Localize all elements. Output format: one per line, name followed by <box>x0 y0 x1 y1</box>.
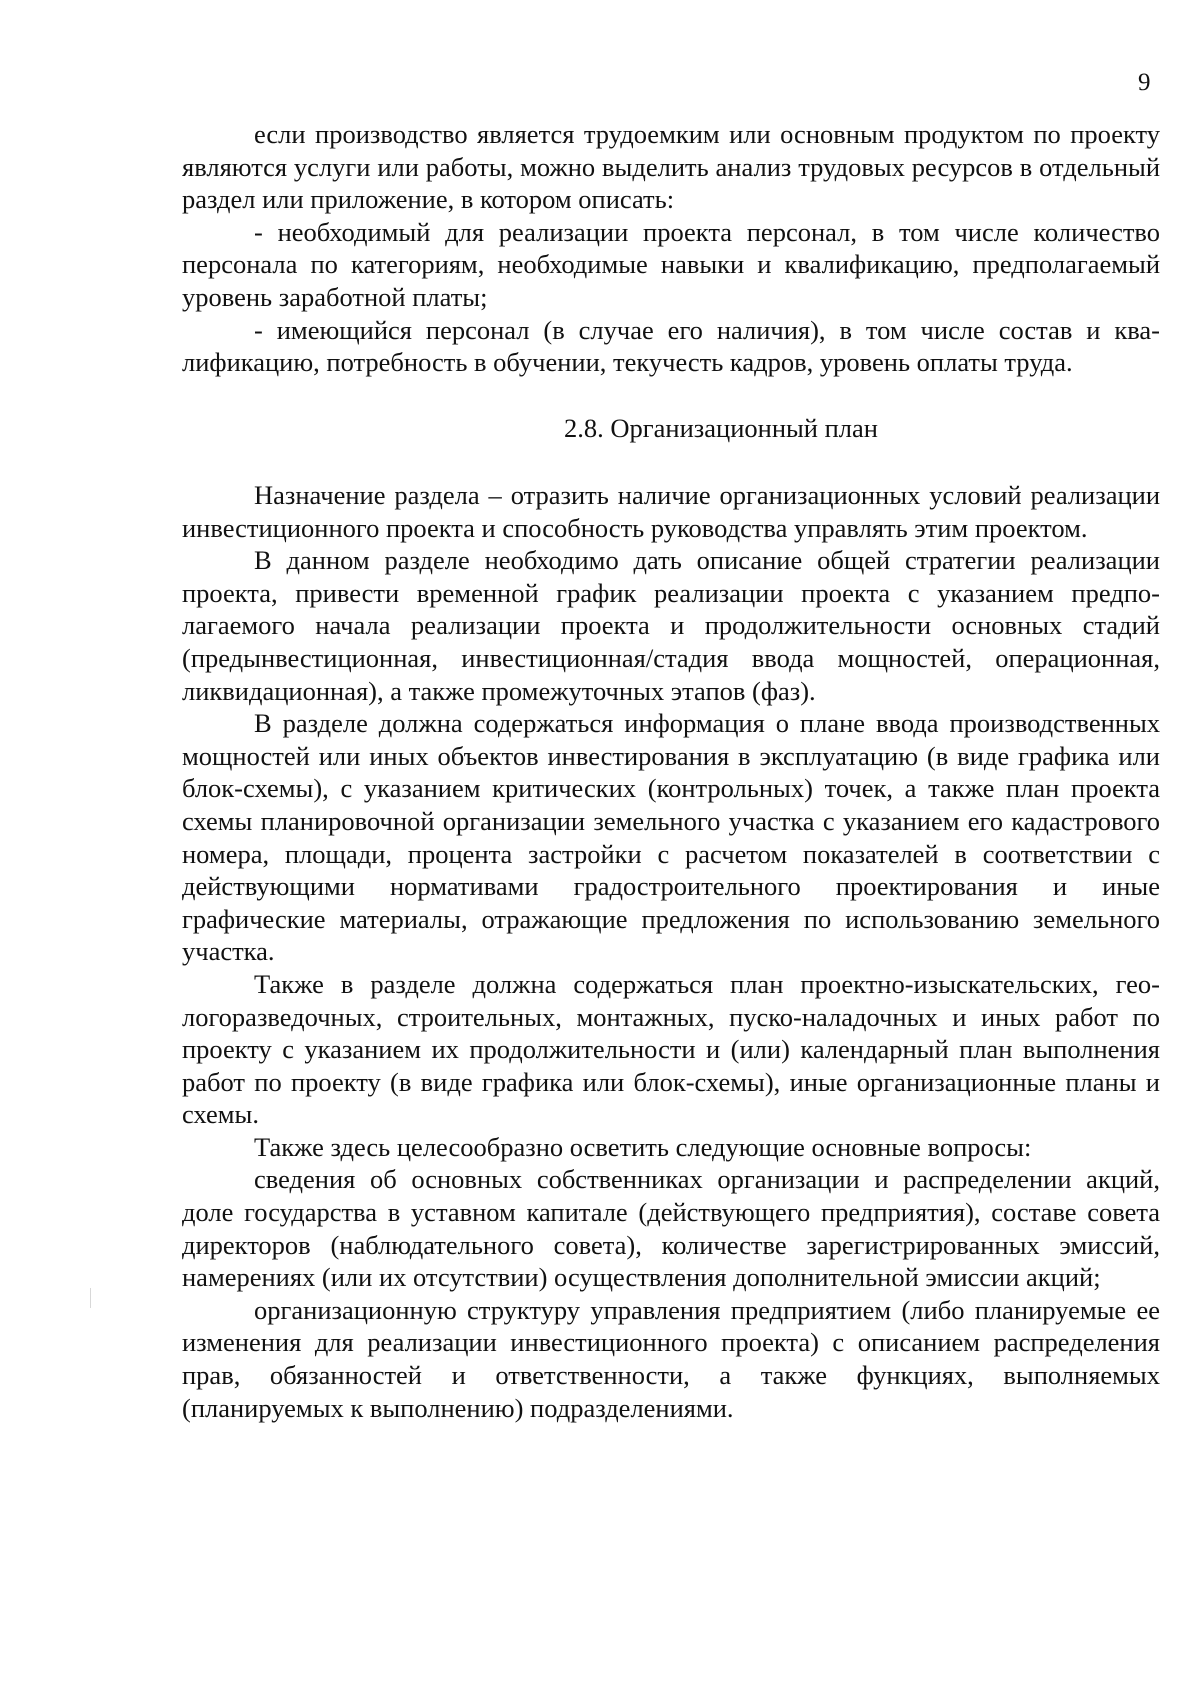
paragraph-org-structure: организационную структуру управления предприятием (либо планируемые ее изменения для реализации инвестиционного проекта) с описанием распределения прав, обязанностей и ответственности, а также функциях, выполняемых (планируемых к выполнению) подразделениями. <box>182 1294 1160 1423</box>
intro-text-block <box>182 118 1160 379</box>
paragraph-strategy: В данном разделе необходимо дать описание общей стратегии реализации проекта, привести временной график реализации проекта с указанием предполагаемого начала реализации проекта и продолжительности основных стадий (предынвестиционная, инвестиционная/стадия ввода мощностей, операционная, ликвидационная), а также промежуточных этапов (фаз). <box>182 545 1160 706</box>
paragraph-purpose: Назначение раздела – отразить наличие организационных условий реализации инвестиционного проекта и способность руководства управлять этим проектом. <box>182 480 1160 543</box>
list-item-existing-staff: - имеющийся персонал (в случае его наличия), в том числе состав и квалификацию, потребность в обучении, текучесть кадров, уровень оплаты труда. <box>182 314 1160 378</box>
paragraph-capacity-plan: В разделе должна содержаться информация о плане ввода производственных мощностей или иных объектов инвестирования в эксплуатацию (в виде графика или блок-схемы), с указанием критических (контрольных) точек, а также план проекта схемы планировочной организации земельного участка с указанием его кадастрового номера, площади, процента застройки с расчетом показателей в соответствии с действующими нормативами градостроительного проектирования и иные графические материалы, отражающие предложения по использованию земельного участка. <box>182 708 1160 967</box>
list-item-required-staff: - необходимый для реализации проекта персонал, в том числе количество персонала по категориям, необходимые навыки и квалификацию, предполагаемый уровень заработной платы; <box>182 216 1160 312</box>
paragraph-key-questions: Также здесь целесообразно осветить следующие основные вопросы: <box>254 1131 1032 1162</box>
section-body <box>182 479 1160 1424</box>
paragraph-owners-info: сведения об основных собственниках организации и распределении акций, доле государства в уставном капитале (действующего предприятия), составе совета директоров (наблюдательного совета), количестве зарегистрированных эмиссий, намерениях (или их отсутствии) осуществления дополнительной эмиссии акций; <box>182 1164 1160 1293</box>
section-heading: 2.8. Организационный план <box>564 413 878 443</box>
page-number: 9 <box>1138 69 1151 96</box>
paragraph-labor-analysis: если производство является трудоемким или основным продуктом по проекту являются услуги или работы, можно выделить анализ трудовых ресурсов в отдельный раздел или приложение, в котором описать: <box>182 119 1160 215</box>
scan-margin-mark <box>90 1288 91 1308</box>
paragraph-works-plan: Также в разделе должна содержаться план проектно-изыскательских, геологоразведочных, строительных, монтажных, пуско-наладочных и иных работ по проекту с указанием их продолжительности и (или) календарный план выполнения работ по проекту (в виде графика или блок-схемы), иные организационные планы и схемы. <box>182 968 1160 1130</box>
